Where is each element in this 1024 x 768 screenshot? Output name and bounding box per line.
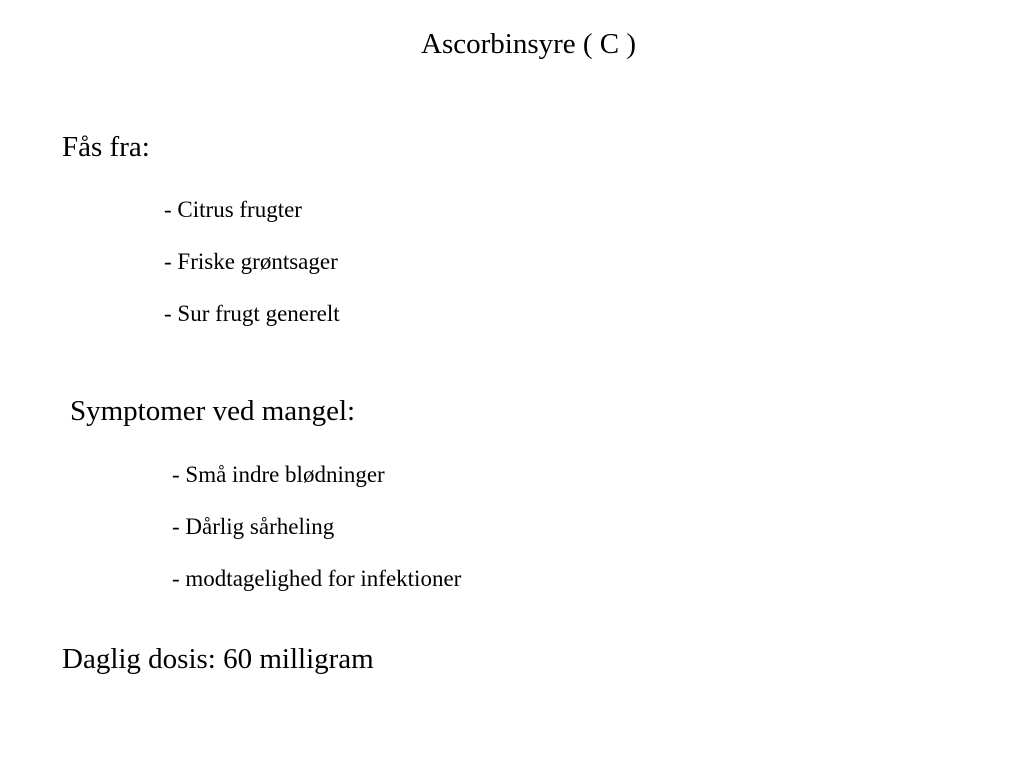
sources-list: [164, 197, 340, 353]
list-item: - modtagelighed for infektioner: [172, 566, 462, 591]
sources-heading: Fås fra:: [62, 131, 150, 163]
list-item: - Små indre blødninger: [172, 462, 385, 487]
symptoms-list: [172, 462, 461, 618]
list-item: - Citrus frugter: [164, 197, 302, 222]
list-item: - Dårlig sårheling: [172, 514, 335, 539]
slide-title: Ascorbinsyre ( C ): [421, 28, 637, 60]
symptoms-heading: Symptomer ved mangel:: [70, 395, 356, 427]
list-item: - Sur frugt generelt: [164, 301, 340, 326]
list-item: - Friske grøntsager: [164, 249, 338, 274]
daily-dose: Daglig dosis: 60 milligram: [62, 643, 374, 675]
